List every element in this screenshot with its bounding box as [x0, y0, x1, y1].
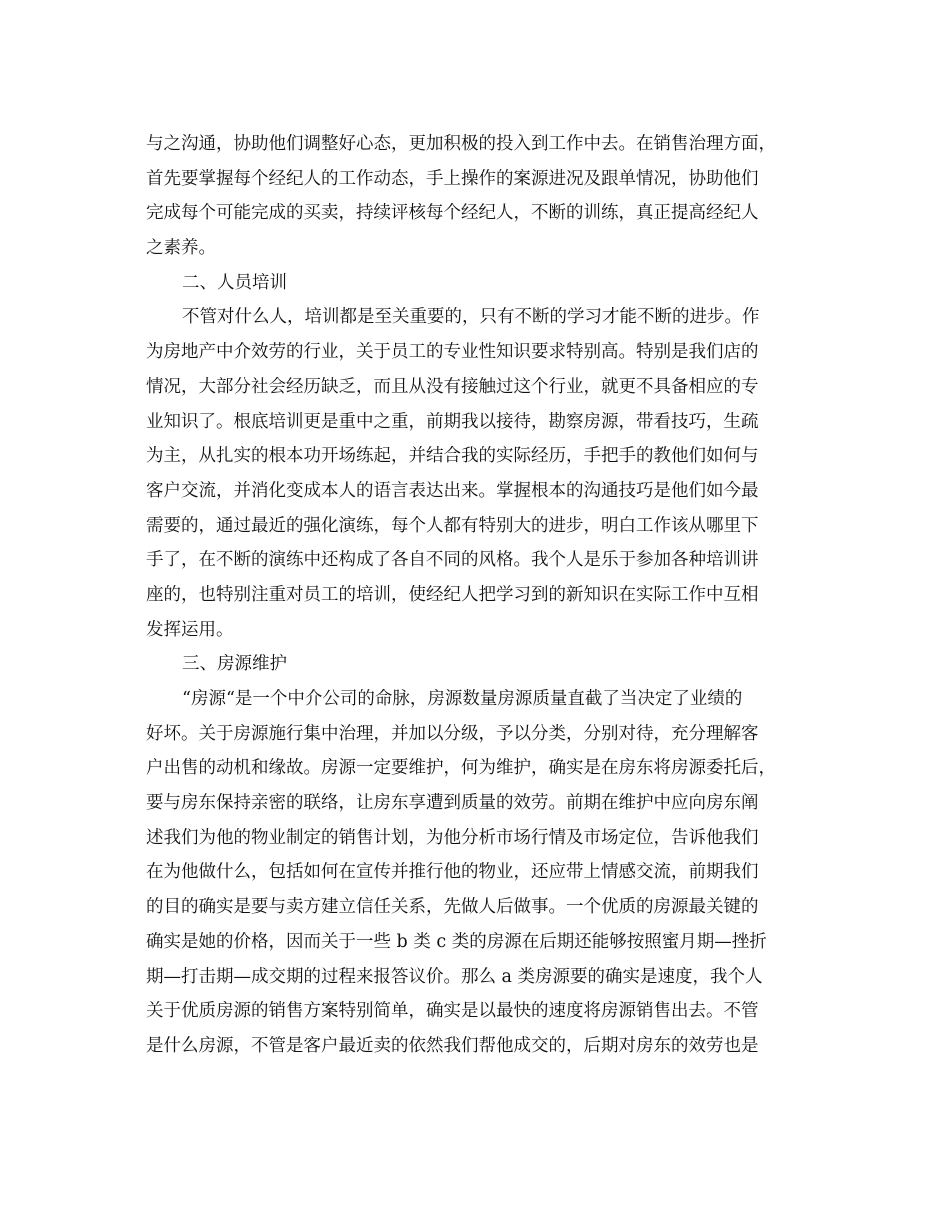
text-line: 手了，在不断的演练中还构成了各自不同的风格。我个人是乐于参加各种培训讲 [146, 550, 759, 571]
text-line: 是什么房源，不管是客户最近卖的依然我们帮他成交的，后期对房东的效劳也是 [146, 1035, 759, 1056]
text-line: 业知识了。根底培训更是重中之重，前期我以接待，勘察房源，带看技巧，生疏 [146, 411, 759, 432]
text-line: 期—打击期—成交期的过程来报答议价。那么 a 类房源要的确实是速度，我个人 [146, 966, 763, 987]
text-line: 确实是她的价格，因而关于一些 b 类 c 类的房源在后期还能够按照蜜月期—挫折 [146, 931, 767, 952]
text-line: 与之沟通，协助他们调整好心态，更加积极的投入到工作中去。在销售治理方面， [146, 134, 776, 154]
text-line: 之素养。 [146, 238, 216, 259]
text-line: 在为他做什么，包括如何在宣传并推行他的物业，还应带上情感交流，前期我们 [146, 862, 759, 883]
document-body [146, 127, 806, 1064]
text-line: 二、人员培训 [182, 272, 287, 293]
text-line: 发挥运用。 [146, 619, 234, 640]
text-line: 为主，从扎实的根本功开场练起，并结合我的实际经历，手把手的教他们如何与 [146, 446, 759, 467]
text-line: 述我们为他的物业制定的销售计划，为他分析市场行情及市场定位，告诉他我们 [146, 827, 759, 848]
text-line: 关于优质房源的销售方案特别简单，确实是以最快的速度将房源销售出去。不管 [146, 1001, 759, 1022]
text-line: 不管对什么人，培训都是至关重要的，只有不断的学习才能不断的进步。作 [182, 307, 760, 328]
text-line: “房源“是一个中介公司的命脉，房源数量房源质量直截了当决定了业绩的 [182, 689, 743, 709]
text-line: 座的，也特别注重对员工的培训，使经纪人把学习到的新知识在实际工作中互相 [146, 584, 759, 605]
text-line: 为房地产中介效劳的行业，关于员工的专业性知识要求特别高。特别是我们店的 [146, 342, 759, 363]
text-line: 户出售的动机和缘故。房源一定要维护，何为维护，确实是在房东将房源委托后， [146, 758, 776, 779]
text-line: 完成每个可能完成的买卖，持续评核每个经纪人，不断的训练，真正提高经纪人 [146, 203, 759, 224]
text-line: 情况，大部分社会经历缺乏，而且从没有接触过这个行业，就更不具备相应的专 [146, 376, 759, 397]
text-line: 要与房东保持亲密的联络，让房东享遭到质量的效劳。前期在维护中应向房东阐 [146, 793, 759, 814]
text-line: 的目的确实是要与卖方建立信任关系，先做人后做事。一个优质的房源最关键的 [146, 897, 759, 918]
text-line: 三、房源维护 [182, 654, 287, 675]
text-line: 好坏。关于房源施行集中治理，并加以分级，予以分类，分别对待，充分理解客 [146, 723, 759, 744]
text-line: 客户交流，并消化变成本人的语言表达出来。掌握根本的沟通技巧是他们如今最 [146, 480, 759, 501]
text-line: 需要的，通过最近的强化演练，每个人都有特别大的进步，明白工作该从哪里下 [146, 515, 759, 536]
text-line: 首先要掌握每个经纪人的工作动态，手上操作的案源进况及跟单情况，协助他们 [146, 168, 759, 189]
